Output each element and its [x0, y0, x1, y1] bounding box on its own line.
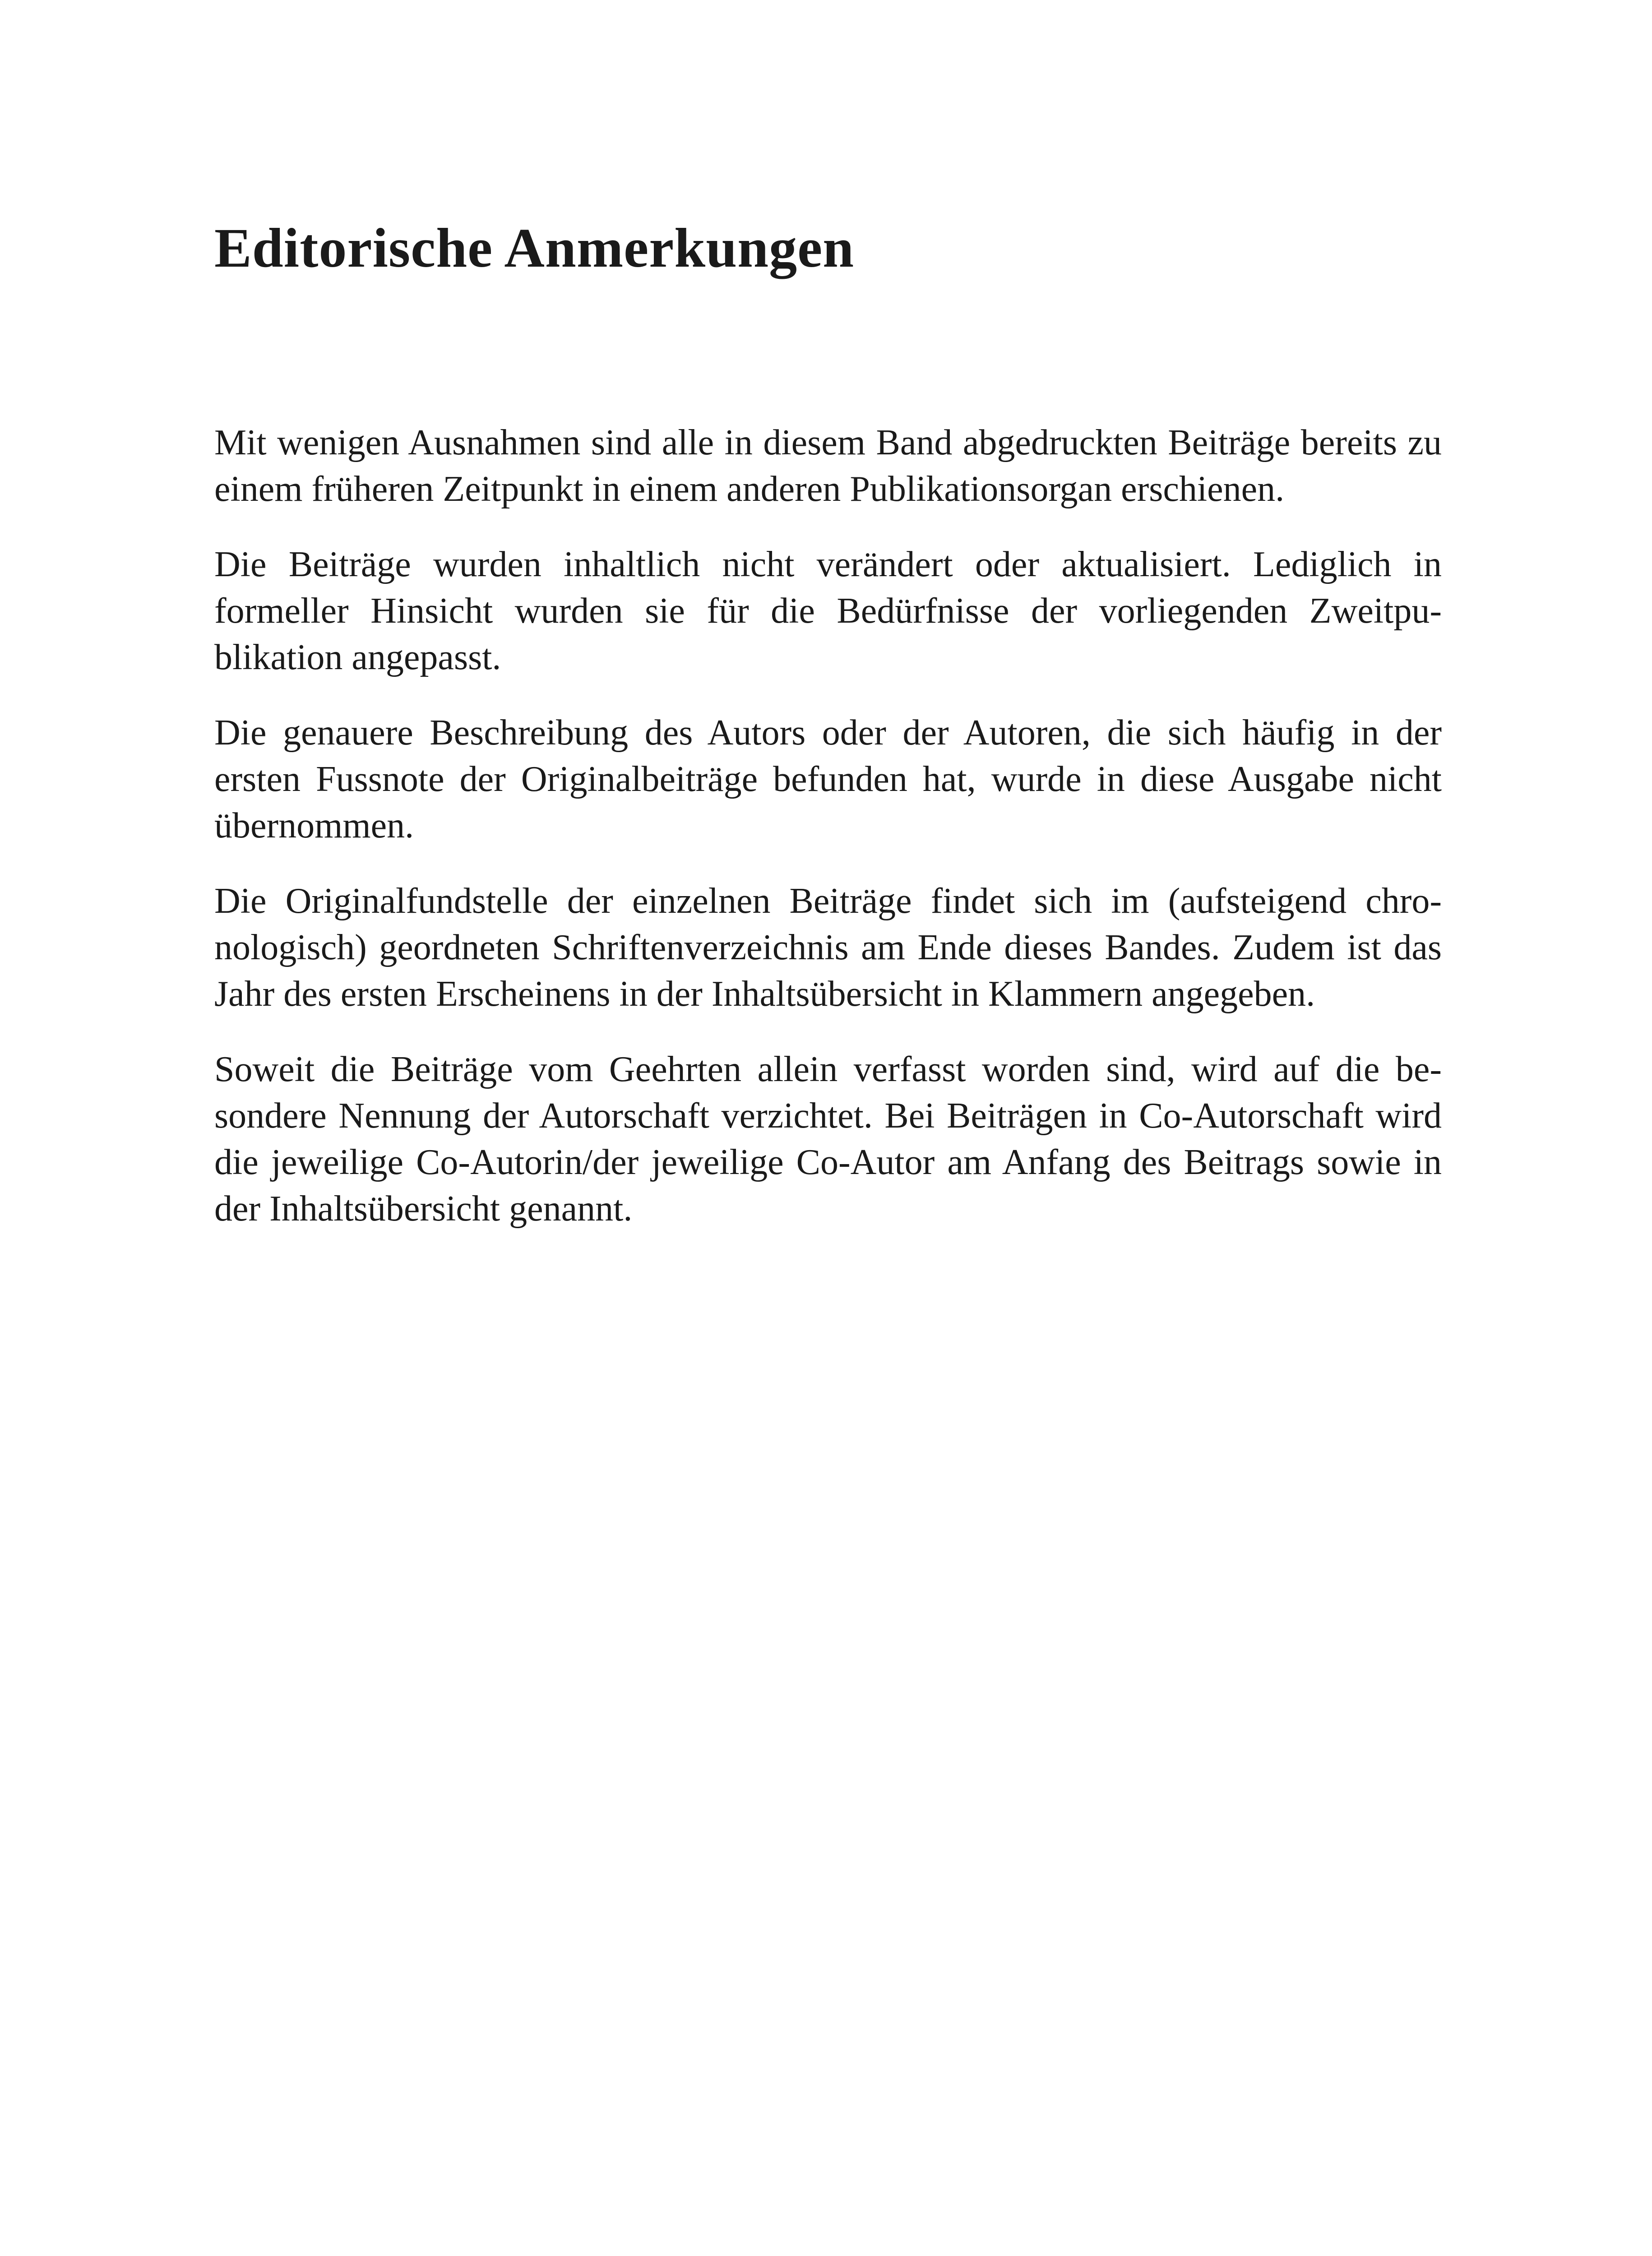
paragraph: Soweit die Beiträge vom Geehrten allein verfasst worden sind, wird auf die besondere Nennung der Autorschaft verzichtet. Bei Beiträgen in Co-Autorschaft wird die jeweilige Co-Autorin/der jeweilige Co-Autor am Anfang des Beitrags sowie in der Inhaltsübersicht genannt.: [214, 1049, 1442, 1229]
page-title: Editorische Anmerkungen: [214, 217, 855, 279]
paragraph: Die genauere Beschreibung des Autors oder der Autoren, die sich häufig in der ersten Fussnote der Originalbeiträge befunden hat, wurde in diese Ausgabe nicht übernommen.: [214, 713, 1442, 846]
body-text: [214, 420, 1442, 1232]
page-content: [214, 212, 1442, 1261]
paragraph: Mit wenigen Ausnahmen sind alle in diesem Band abgedruckten Beiträge bereits zu einem früheren Zeitpunkt in einem anderen Publikationsorgan erschienen.: [214, 423, 1442, 509]
paragraph: Die Beiträge wurden inhaltlich nicht verändert oder aktualisiert. Lediglich in formeller Hinsicht wurden sie für die Bedürfnisse der vorliegenden Zweitpublikation angepasst.: [214, 545, 1442, 677]
paragraph: Die Originalfundstelle der einzelnen Beiträge findet sich im (aufsteigend chronologisch) geordneten Schriftenverzeichnis am Ende dieses Bandes. Zudem ist das Jahr des ersten Erscheinens in der Inhaltsübersicht in Klammern angegeben.: [214, 881, 1442, 1014]
